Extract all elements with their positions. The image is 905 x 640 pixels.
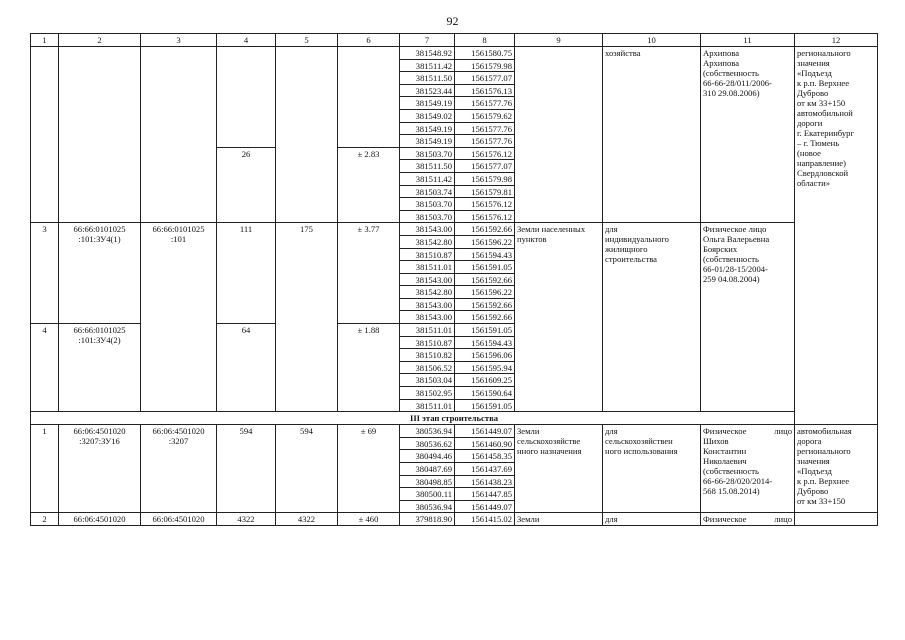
coord-y: 1561576.13 — [455, 84, 515, 97]
col-header-9: 9 — [515, 34, 603, 47]
parent-cadastral-cell: 66:66:0101025 :101 — [141, 223, 217, 412]
owner-details: Шихов Константин Николаевич (собственность 66-66-28/020/2014- 568 15.08.2014) — [703, 436, 773, 497]
coord-x: 380536.94 — [400, 425, 455, 438]
coord-x: 381548.92 — [400, 47, 455, 60]
row-number-cell: 4 — [31, 324, 59, 412]
cadastral-cell — [59, 47, 141, 223]
coord-x: 379818.90 — [400, 513, 455, 526]
coord-y: 1561596.22 — [455, 235, 515, 248]
coord-x: 381542.80 — [400, 235, 455, 248]
land-plots-table — [30, 33, 878, 526]
col-header-6: 6 — [338, 34, 400, 47]
parent-cadastral-cell — [141, 47, 217, 223]
owner-cell — [701, 425, 795, 513]
coord-x: 381510.87 — [400, 336, 455, 349]
coord-x: 381543.00 — [400, 223, 455, 236]
purpose-cell — [795, 513, 878, 526]
stage-title: III этап строительства — [31, 412, 878, 425]
land-category-cell — [515, 47, 603, 223]
row-number-cell — [31, 47, 59, 223]
col-header-1: 1 — [31, 34, 59, 47]
permitted-use-cell: для индивидуального жилищного строительства — [603, 223, 701, 412]
error-cell: ± 2.83 — [338, 147, 400, 223]
coord-row — [31, 47, 878, 60]
error-cell: ± 3.77 — [338, 223, 400, 324]
cadastral-cell: 66:66:0101025 :101:ЗУ4(2) — [59, 324, 141, 412]
coord-y: 1561447.85 — [455, 488, 515, 501]
coord-x: 380498.85 — [400, 475, 455, 488]
coord-x: 381511.42 — [400, 172, 455, 185]
cadastral-cell: 66:06:4501020 — [59, 513, 141, 526]
coord-y: 1561592.66 — [455, 273, 515, 286]
total-area-cell: 4322 — [276, 513, 338, 526]
coord-y: 1561580.75 — [455, 47, 515, 60]
coord-x: 381511.01 — [400, 261, 455, 274]
area-cell: 64 — [217, 324, 276, 412]
coord-x: 380487.69 — [400, 463, 455, 476]
col-header-7: 7 — [400, 34, 455, 47]
area-cell — [217, 47, 276, 148]
permitted-use-cell: хозяйства — [603, 47, 701, 223]
coord-y: 1561577.76 — [455, 135, 515, 148]
coord-x: 381543.00 — [400, 273, 455, 286]
col-header-4: 4 — [217, 34, 276, 47]
table-row — [31, 425, 878, 438]
permitted-use-cell: для сельскохозяйствен ного использования — [603, 425, 701, 513]
coord-x: 381511.01 — [400, 324, 455, 337]
owner-word: Физическое — [703, 426, 747, 437]
coord-x: 381511.42 — [400, 59, 455, 72]
coord-y: 1561438.23 — [455, 475, 515, 488]
coord-x: 381510.87 — [400, 248, 455, 261]
coord-y: 1561458.35 — [455, 450, 515, 463]
coord-y: 1561579.98 — [455, 172, 515, 185]
col-header-10: 10 — [603, 34, 701, 47]
coord-y: 1561591.05 — [455, 324, 515, 337]
coord-x: 381511.01 — [400, 399, 455, 412]
coord-y: 1561592.66 — [455, 298, 515, 311]
coord-y: 1561449.07 — [455, 425, 515, 438]
coord-y: 1561591.05 — [455, 261, 515, 274]
owner-word: Физическое — [703, 514, 747, 525]
coord-y: 1561590.64 — [455, 387, 515, 400]
coord-x: 381549.19 — [400, 122, 455, 135]
coord-y: 1561594.43 — [455, 248, 515, 261]
coord-y: 1561576.12 — [455, 198, 515, 211]
coord-x: 381549.02 — [400, 109, 455, 122]
coord-y: 1561576.12 — [455, 210, 515, 223]
stage-row — [31, 412, 878, 425]
coord-y: 1561415.02 — [455, 513, 515, 526]
error-cell — [338, 47, 400, 148]
coord-y: 1561579.62 — [455, 109, 515, 122]
purpose-cell: автомобильная дорога регионального значения «Подъезд к р.п. Верхнее Дуброво от км 33+150 — [795, 425, 878, 513]
coord-x: 381511.50 — [400, 160, 455, 173]
coord-y: 1561577.76 — [455, 97, 515, 110]
owner-cell: Физическое лицо Ольга Валерьевна Боярских (собственность 66-01/28-15/2004- 259 04.08.2004) — [701, 223, 795, 412]
coord-y: 1561579.81 — [455, 185, 515, 198]
land-category-cell: Земли — [515, 513, 603, 526]
row-number-cell: 3 — [31, 223, 59, 324]
col-header-5: 5 — [276, 34, 338, 47]
total-area-cell — [276, 47, 338, 223]
table-row — [31, 223, 878, 236]
coord-x: 381543.00 — [400, 311, 455, 324]
coord-y: 1561576.12 — [455, 147, 515, 160]
coord-x: 381506.52 — [400, 361, 455, 374]
coord-y: 1561595.94 — [455, 361, 515, 374]
coord-x: 380536.62 — [400, 437, 455, 450]
coord-x: 381503.70 — [400, 147, 455, 160]
coord-x: 381523.44 — [400, 84, 455, 97]
row-number-cell: 1 — [31, 425, 59, 513]
permitted-use-cell: для — [603, 513, 701, 526]
coord-x: 380500.11 — [400, 488, 455, 501]
coord-y: 1561449.07 — [455, 500, 515, 513]
error-cell: ± 69 — [338, 425, 400, 513]
land-category-cell: Земли сельскохозяйстве нного назначения — [515, 425, 603, 513]
area-cell: 4322 — [217, 513, 276, 526]
coord-y: 1561460.90 — [455, 437, 515, 450]
coord-y: 1561596.22 — [455, 286, 515, 299]
area-cell: 26 — [217, 147, 276, 223]
cadastral-cell: 66:66:0101025 :101:ЗУ4(1) — [59, 223, 141, 324]
coord-y: 1561579.98 — [455, 59, 515, 72]
owner-cell: Архипова Архипова (собственность 66-66-28/011/2006- 310 29.08.2006) — [701, 47, 795, 223]
table-row — [31, 513, 878, 526]
coord-y: 1561609.25 — [455, 374, 515, 387]
coord-y: 1561437.69 — [455, 463, 515, 476]
col-header-3: 3 — [141, 34, 217, 47]
area-cell: 111 — [217, 223, 276, 324]
coord-y: 1561577.07 — [455, 160, 515, 173]
coord-x: 381502.95 — [400, 387, 455, 400]
owner-word: лицо — [774, 426, 792, 437]
column-number-row — [31, 34, 878, 47]
coord-y: 1561591.05 — [455, 399, 515, 412]
coord-y: 1561577.07 — [455, 72, 515, 85]
col-header-12: 12 — [795, 34, 878, 47]
coord-y: 1561592.66 — [455, 311, 515, 324]
total-area-cell: 175 — [276, 223, 338, 412]
coord-y: 1561592.66 — [455, 223, 515, 236]
coord-x: 380494.46 — [400, 450, 455, 463]
error-cell: ± 1.88 — [338, 324, 400, 412]
coord-x: 381510.82 — [400, 349, 455, 362]
col-header-8: 8 — [455, 34, 515, 47]
coord-x: 381511.50 — [400, 72, 455, 85]
error-cell: ± 460 — [338, 513, 400, 526]
owner-cell — [701, 513, 795, 526]
coord-x: 381542.80 — [400, 286, 455, 299]
land-category-cell: Земли населенных пунктов — [515, 223, 603, 412]
page-number: 92 — [446, 14, 459, 28]
coord-x: 381543.00 — [400, 298, 455, 311]
coord-y: 1561594.43 — [455, 336, 515, 349]
row-number-cell: 2 — [31, 513, 59, 526]
owner-word: лицо — [774, 514, 792, 525]
cadastral-cell: 66:06:4501020 :3207:ЗУ16 — [59, 425, 141, 513]
coord-x: 380536.94 — [400, 500, 455, 513]
owner-first-line — [703, 514, 792, 524]
parent-cadastral-cell: 66:06:4501020 — [141, 513, 217, 526]
coord-x: 381503.70 — [400, 210, 455, 223]
document-table-wrapper — [30, 33, 877, 526]
coord-x: 381503.70 — [400, 198, 455, 211]
parent-cadastral-cell: 66:06:4501020 :3207 — [141, 425, 217, 513]
col-header-2: 2 — [59, 34, 141, 47]
coord-x: 381549.19 — [400, 135, 455, 148]
coord-y: 1561577.76 — [455, 122, 515, 135]
coord-x: 381503.74 — [400, 185, 455, 198]
area-cell: 594 — [217, 425, 276, 513]
coord-y: 1561596.06 — [455, 349, 515, 362]
total-area-cell: 594 — [276, 425, 338, 513]
coord-x: 381503.04 — [400, 374, 455, 387]
owner-first-line — [703, 426, 792, 436]
coord-x: 381549.19 — [400, 97, 455, 110]
col-header-11: 11 — [701, 34, 795, 47]
purpose-cell: регионального значения «Подъезд к р.п. Верхнее Дуброво от км 33+150 автомобильной дороги г. Екатеринбург – г. Тюмень (новое направление) Свердловской области» — [795, 47, 878, 425]
